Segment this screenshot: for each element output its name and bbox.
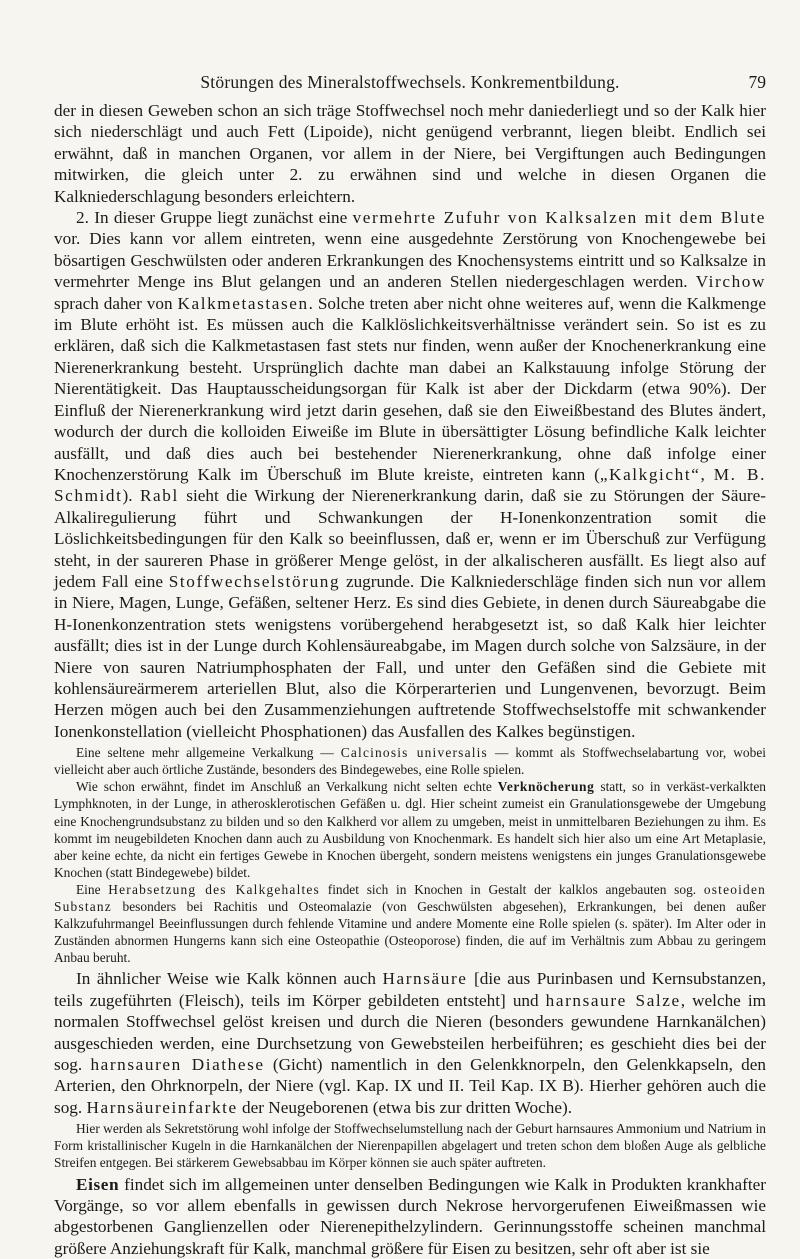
- note-calcinosis: [54, 744, 766, 778]
- book-page: [54, 0, 767, 1258]
- term-calcinosis: Calcinosis universalis: [340, 745, 488, 761]
- text-run: ).: [122, 486, 140, 506]
- term-eisen: Eisen: [76, 1174, 120, 1194]
- term-harnsaure-salze: harnsaure Salze: [545, 990, 681, 1010]
- text-run: Wie schon erwähnt, findet im Anschluß an Verkalkung nicht selten echte: [76, 779, 498, 795]
- text-run: In ähnlicher Weise wie Kalk können auch: [76, 969, 383, 989]
- text-run: der Neugeborenen (etwa bis zur dritten Woche).: [237, 1097, 573, 1117]
- term-harnsaeureinfarkte: Harnsäureinfarkte: [86, 1097, 238, 1117]
- text-run: Eine: [76, 881, 109, 897]
- text-run: statt, so in verkäst-verkalkten Lymphknoten, in der Lunge, in atherosklerotischen Gefäßen u. dgl. Hier scheint zumeist ein Granulationsgewebe der Umgebung eine Knochengrundsubstanz zu bilden und so den Kalkherd vor allem zu umgeben, meist in unmittelbaren Beziehungen zu ihm. Es kommt im neugebildeten Knochen dann auch zu Ausbildung von Knochenmark. Es handelt sich hier also um eine Art Metaplasie, aber keine echte, da nicht ein fertiges Gewebe in Knochen übergeht, sondern meistens wenigstens ein junges Granulationsgewebe Knochen (statt Bindegewebe) bildet.: [54, 779, 766, 880]
- text-run: zugrunde. Die Kalkniederschläge finden sich nun vor allem in Niere, Magen, Lunge, Gefäßen, seltener Herz. Es sind dies Gebiete, in denen durch Säureabgabe die H-Ionenkonzentration stets wenigstens vorübergehend herabgesetzt ist, so daß Kalk hier leichter ausfällt; dies ist in der Lunge durch Kohlensäureabgabe, im Magen durch solche von Salzsäure, in der Niere von sauren Natriumphosphaten der Fall, und unter den Gefäßen sind die Gebiete mit kohlensäureärmerem arteriellen Blut, also die Körperarterien und Lungenvenen, bevorzugt. Beim Herzen mögen auch bei den Zusammenziehungen auftretende Stoffwechselstoffe mit schwankender Ionenkonstellation (vielleicht Phosphationen) das Ausfallen des Kalkes begünstigen.: [54, 571, 766, 741]
- text-run: . Solche treten aber nicht ohne weiteres auf, wenn die Kalkmenge im Blute erhöht ist. Es müssen auch die Kalklöslichkeitsverhältnisse verändert sein. So ist es zu erklären, daß sich die Kalkmetastasen fast stets nur finden, wenn außer der Knochenerkrankung eine Nierenerkrankung besteht. Ursprünglich dachte man dabei an Kalkstauung infolge Störung der Nierentätigkeit. Das Hauptausscheidungsorgan für Kalk ist aber der Dickdarm (etwa 90%). Der Einfluß der Nierenerkrankung wird jetzt darin gesehen, daß sie den Eiweißbestand des Blutes ändert, wodurch der durch die kolloiden Eiweiße im Blute in übersättigter Lösung befindliche Kalk leichter ausfällt, und daß dies auch bei bestehender Nierenerkrankung, ohne daß infolge einer Knochenzerstörung Kalk im Überschuß im Blute kreiste, eintreten kann (: [54, 293, 766, 484]
- text-run: sprach daher von: [54, 293, 178, 313]
- paragraph-continuation: der in diesen Geweben schon an sich träge Stoffwechsel noch mehr daniederliegt und so der Kalk hier sich niederschlägt und auch Fett (Lipoide), nicht genügend verbrannt, liegen bleibt. Endlich sei erwähnt, daß in manchen Organen, vor allem in der Niere, bei Vergiftungen auch Bedingungen mitwirken, die gleich unter 2. zu erwähnen sind und welche in diesen Organen die Kalkniederschlagung besonders erleichtern.: [54, 101, 766, 206]
- text-run: findet sich in Knochen in Gestalt der kalklos angebauten sog.: [319, 881, 704, 897]
- text-run: — kommt als Stoffwechselabartung vor, wobei vielleicht aber auch örtliche Zustände, besonders des Bindegewebes, eine Rolle spielen.: [54, 745, 766, 778]
- running-title: Störungen des Mineralstoffwechsels. Konkrementbildung.: [200, 72, 620, 92]
- term-kalkgicht: „Kalkgicht“: [599, 464, 701, 484]
- paragraph-harnsaeure: [54, 968, 766, 1118]
- text-run: 2. In dieser Gruppe liegt zunächst eine: [76, 208, 353, 228]
- page-header: [54, 0, 766, 92]
- paragraph-kalkzufuhr: [54, 207, 766, 742]
- term-stoffwechselstoerung: Stoffwechselstörung: [168, 571, 341, 591]
- text-run: (Gicht) namentlich in den Gelenkknorpeln, den Gelenkkapseln, den Arterien, den Ohrknorpeln, der Niere (vgl. Kap. IX und II. Teil Kap. IX B). Hierher gehören auch die sog.: [54, 1055, 766, 1117]
- term-harnsaeure: Harnsäure: [382, 969, 468, 989]
- note-herabsetzung: [54, 881, 766, 966]
- author-schmidt: M. B. Schmidt: [54, 464, 767, 506]
- note-verknoecherung: [54, 778, 766, 881]
- emphasis-vermehrte-zufuhr: vermehrte Zufuhr von Kalksalzen mit dem Blute: [352, 208, 766, 228]
- text-run: ,: [700, 464, 714, 484]
- page-body: [54, 100, 766, 1259]
- text-run: [die aus Purinbasen und Kernsubstanzen, teils zugeführten (Fleisch), teils im Körper gebildeten entsteht] und: [54, 969, 766, 1010]
- text-run: vor. Dies kann vor allem eintreten, wenn eine ausgedehnte Zerstörung von Knochengewebe bei bösartigen Geschwülsten oder anderen Erkrankungen des Knochensystems eintritt und so Kalksalze in vermehrter Menge ins Blut gelangen und an anderen Stellen niedergeschlagen werden.: [54, 229, 766, 292]
- author-virchow: Virchow: [695, 272, 766, 292]
- term-herabsetzung: Herabsetzung des Kalkgehaltes: [108, 881, 320, 897]
- text-run: besonders bei Rachitis und Osteomalazie (von Geschwülsten abgesehen), Erkrankungen, bei denen außer Kalkzufuhrmangel Beeinflussungen durch fehlende Vitamine und andere Momente eine Rolle spielen (s. später). Im Alter oder in Zuständen abnormen Hungerns kann sich eine Osteopathie (Osteoporose) finden, die auf im Verhältnis zum Abbau zu geringem Anbau beruht.: [54, 899, 766, 966]
- text-run: , welche im normalen Stoffwechsel gelöst kreisen und durch die Nieren (besonders gewundene Harnkanälchen) ausgeschieden werden, eine Durchsetzung von Gewebsteilen herbeiführen; es geschieht dies bei der sog.: [54, 990, 766, 1075]
- term-harnsaure-diathese: harnsauren Diathese: [90, 1055, 265, 1075]
- text-run: findet sich im allgemeinen unter denselben Bedingungen wie Kalk in Produkten krankhafter Vorgänge, so vor allem ebenfalls in gewissen durch Nekrose hervorgerufenen Eiweißmassen wie abgestorbenen Ganglienzellen oder Nierenepithelzylindern. Gerinnungsstoffe scheinen manchmal größere Anziehungskraft für Kalk, manchmal größere für Eisen zu besitzen, sehr oft aber ist sie: [54, 1174, 766, 1258]
- page-number: 79: [748, 72, 766, 92]
- term-verknoecherung: Verknöcherung: [497, 779, 595, 795]
- author-rabl: Rabl: [139, 486, 179, 506]
- text-run: sieht die Wirkung der Nierenerkrankung darin, daß sie zu Störungen der Säure-Alkaliregulierung führt und Schwankungen der H-Ionenkonzentration somit die Löslichkeitsbedingungen für den Kalk so beeinflussen, daß er, wenn er im Überschuß zur Verfügung steht, in der saureren Phase in größerer Menge gelöst, in der alkalischeren ausfällt. Es liegt also auf jedem Fall eine: [54, 486, 766, 591]
- term-osteoide-substanz: osteoiden Substanz: [54, 881, 766, 915]
- paragraph-eisen: [54, 1174, 766, 1259]
- text-run: Eine seltene mehr allgemeine Verkalkung —: [76, 745, 341, 761]
- term-kalkmetastasen: Kalkmetastasen: [177, 293, 309, 313]
- note-sekretstoerung: Hier werden als Sekretstörung wohl infolge der Stoffwechselumstellung nach der Geburt harnsaures Ammonium und Natrium in Form kristallinischer Kugeln in die Harnkanälchen der Nierenpapillen abgelagert und treten schon dem bloßen Auge als gelbliche Streifen entgegen. Bei stärkerem Gewebsabbau im Körper können sie auch später auftreten.: [54, 1121, 766, 1171]
